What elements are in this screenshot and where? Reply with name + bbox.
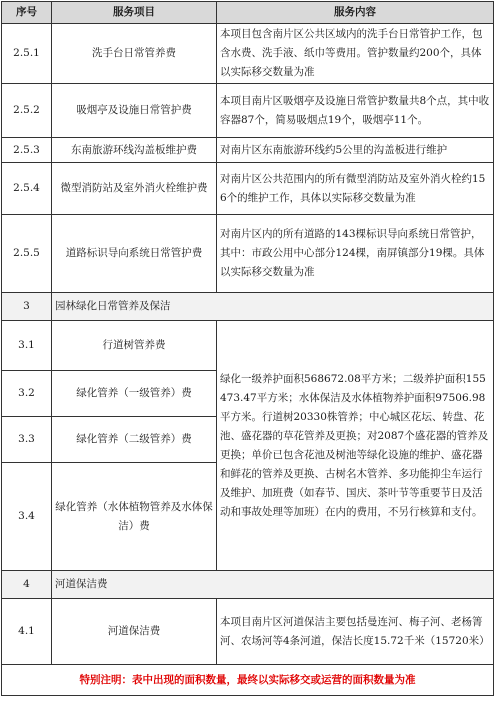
section-title: 河道保洁费 [52, 571, 494, 599]
row-num: 3.1 [2, 321, 52, 371]
row-num: 3.2 [2, 371, 52, 417]
row-item: 吸烟亭及设施日常管护费 [52, 84, 217, 138]
row-num: 4.1 [2, 599, 52, 665]
row-content: 本项目南片区吸烟亭及设施日常管护数量共8个点，其中收容器87个，简易吸烟点19个，吸烟亭11个。 [217, 84, 494, 138]
section-row [2, 293, 494, 321]
row-content: 本项目包含南片区公共区域内的洗手台日常管护工作，包含水费、洗手液、纸巾等费用。管护数量约200个，具体以实际移交数量为准 [217, 24, 494, 84]
row-item: 绿化管养（一级管养）费 [52, 371, 217, 417]
header-content: 服务内容 [217, 2, 494, 24]
service-table [1, 1, 494, 696]
table-row [2, 321, 494, 371]
row-num: 3.3 [2, 417, 52, 463]
row-content: 本项目南片区河道保洁主要包括曼连河、梅子河、老杨箐河、农场河等4条河道，保洁长度15.72千米（15720米） [217, 599, 494, 665]
row-item: 洗手台日常管养费 [52, 24, 217, 84]
green-content: 绿化一级养护面积568672.08平方米；二级养护面积155473.47平方米；水体保洁及水体植物养护面积97506.98平方米。行道树20330株管养；中心城区花坛、转盘、花池、盛花器的草花管养及更换；对2087个盛花器的管养及更换；单价已包含花池及树池等绿化设施的维护、盛花器和鲜花的管养及更换、古树名木管养、多功能抑尘车运行及维护、加班费（如春节、国庆、茶叶节等重要节日及活动和事故处理等加班）在内的费用，不另行核算和支付。 [217, 321, 494, 571]
row-num: 2.5.3 [2, 138, 52, 163]
table-row [2, 24, 494, 84]
row-num: 2.5.4 [2, 163, 52, 215]
table-row [2, 163, 494, 215]
row-item: 河道保洁费 [52, 599, 217, 665]
row-item: 行道树管养费 [52, 321, 217, 371]
row-item: 微型消防站及室外消火栓维护费 [52, 163, 217, 215]
special-note: 特别注明：表中出现的面积数量，最终以实际移交或运营的面积数量为准 [2, 665, 494, 696]
section-title: 园林绿化日常管养及保洁 [52, 293, 494, 321]
section-num: 4 [2, 571, 52, 599]
header-num: 序号 [2, 2, 52, 24]
table-row [2, 215, 494, 293]
section-row [2, 571, 494, 599]
row-content: 对南片区东南旅游环线约5公里的沟盖板进行维护 [217, 138, 494, 163]
row-item: 绿化管养（水体植物管养及水体保洁）费 [52, 463, 217, 571]
row-item: 道路标识导向系统日常管护费 [52, 215, 217, 293]
header-item: 服务项目 [52, 2, 217, 24]
section-num: 3 [2, 293, 52, 321]
note-row [2, 665, 494, 696]
row-content: 对南片区公共范围内的所有微型消防站及室外消火栓约156个的维护工作，具体以实际移交数量为准 [217, 163, 494, 215]
table-row [2, 599, 494, 665]
row-num: 3.4 [2, 463, 52, 571]
row-item: 东南旅游环线沟盖板维护费 [52, 138, 217, 163]
table-row [2, 84, 494, 138]
row-num: 2.5.2 [2, 84, 52, 138]
row-item: 绿化管养（二级管养）费 [52, 417, 217, 463]
table-row [2, 138, 494, 163]
row-num: 2.5.5 [2, 215, 52, 293]
table-header-row [2, 2, 494, 24]
row-num: 2.5.1 [2, 24, 52, 84]
row-content: 对南片区内的所有道路的143棵标识导向系统日常管护，其中：市政公用中心部分124棵，南屏镇部分19棵。具体以实际移交数量为准 [217, 215, 494, 293]
